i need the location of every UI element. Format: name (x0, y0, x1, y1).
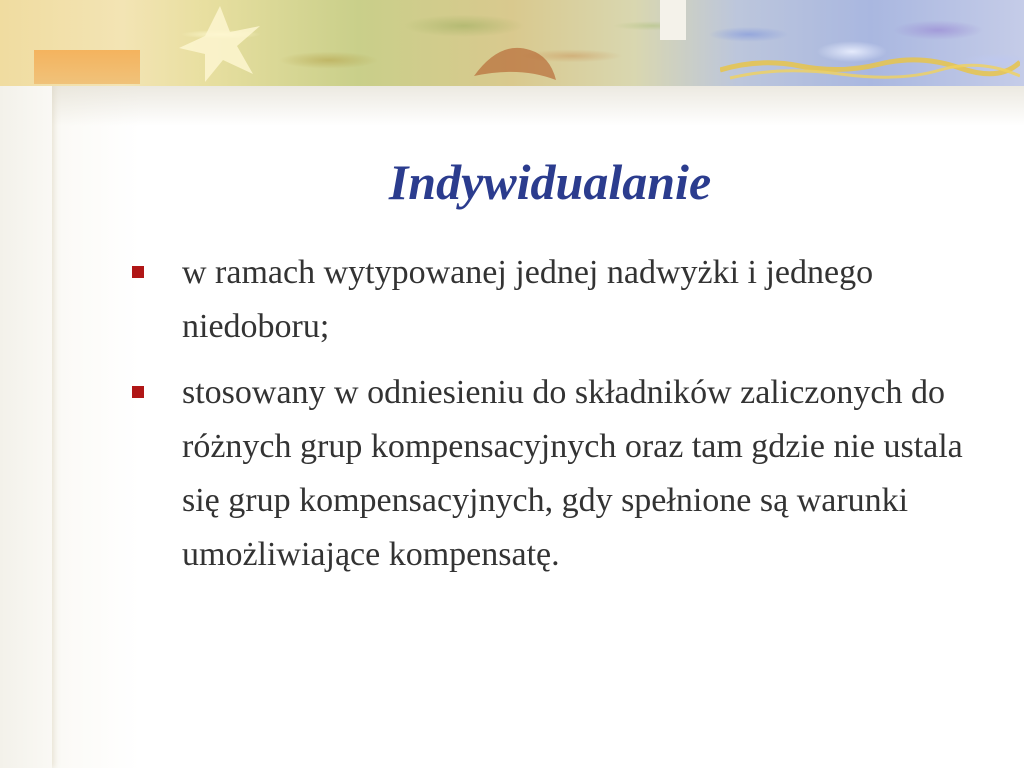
bullet-text: stosowany w odniesieniu do składników zaliczonych do różnych grup kompensacyjnych oraz tam gdzie nie ustala się grup kompensacyjnych, gdy spełnione są warunki umożliwiające kompensatę. (182, 374, 963, 573)
bullet-text: w ramach wytypowanej jednej nadwyżki i jednego niedoboru; (182, 254, 874, 345)
leaf-icon (470, 36, 560, 86)
leaf-icon (720, 40, 1020, 86)
slide-title: Indywidualanie (388, 154, 712, 210)
square-bullet-icon (132, 266, 144, 278)
leaf-icon (175, 4, 265, 84)
list-item (130, 246, 990, 354)
square-bullet-icon (132, 386, 144, 398)
banner-orange-block (34, 50, 140, 84)
top-decorative-banner (0, 0, 1024, 86)
list-item (130, 366, 990, 582)
bullet-list (130, 246, 990, 594)
banner-shadow (52, 86, 1024, 126)
left-decorative-strip (0, 0, 52, 768)
